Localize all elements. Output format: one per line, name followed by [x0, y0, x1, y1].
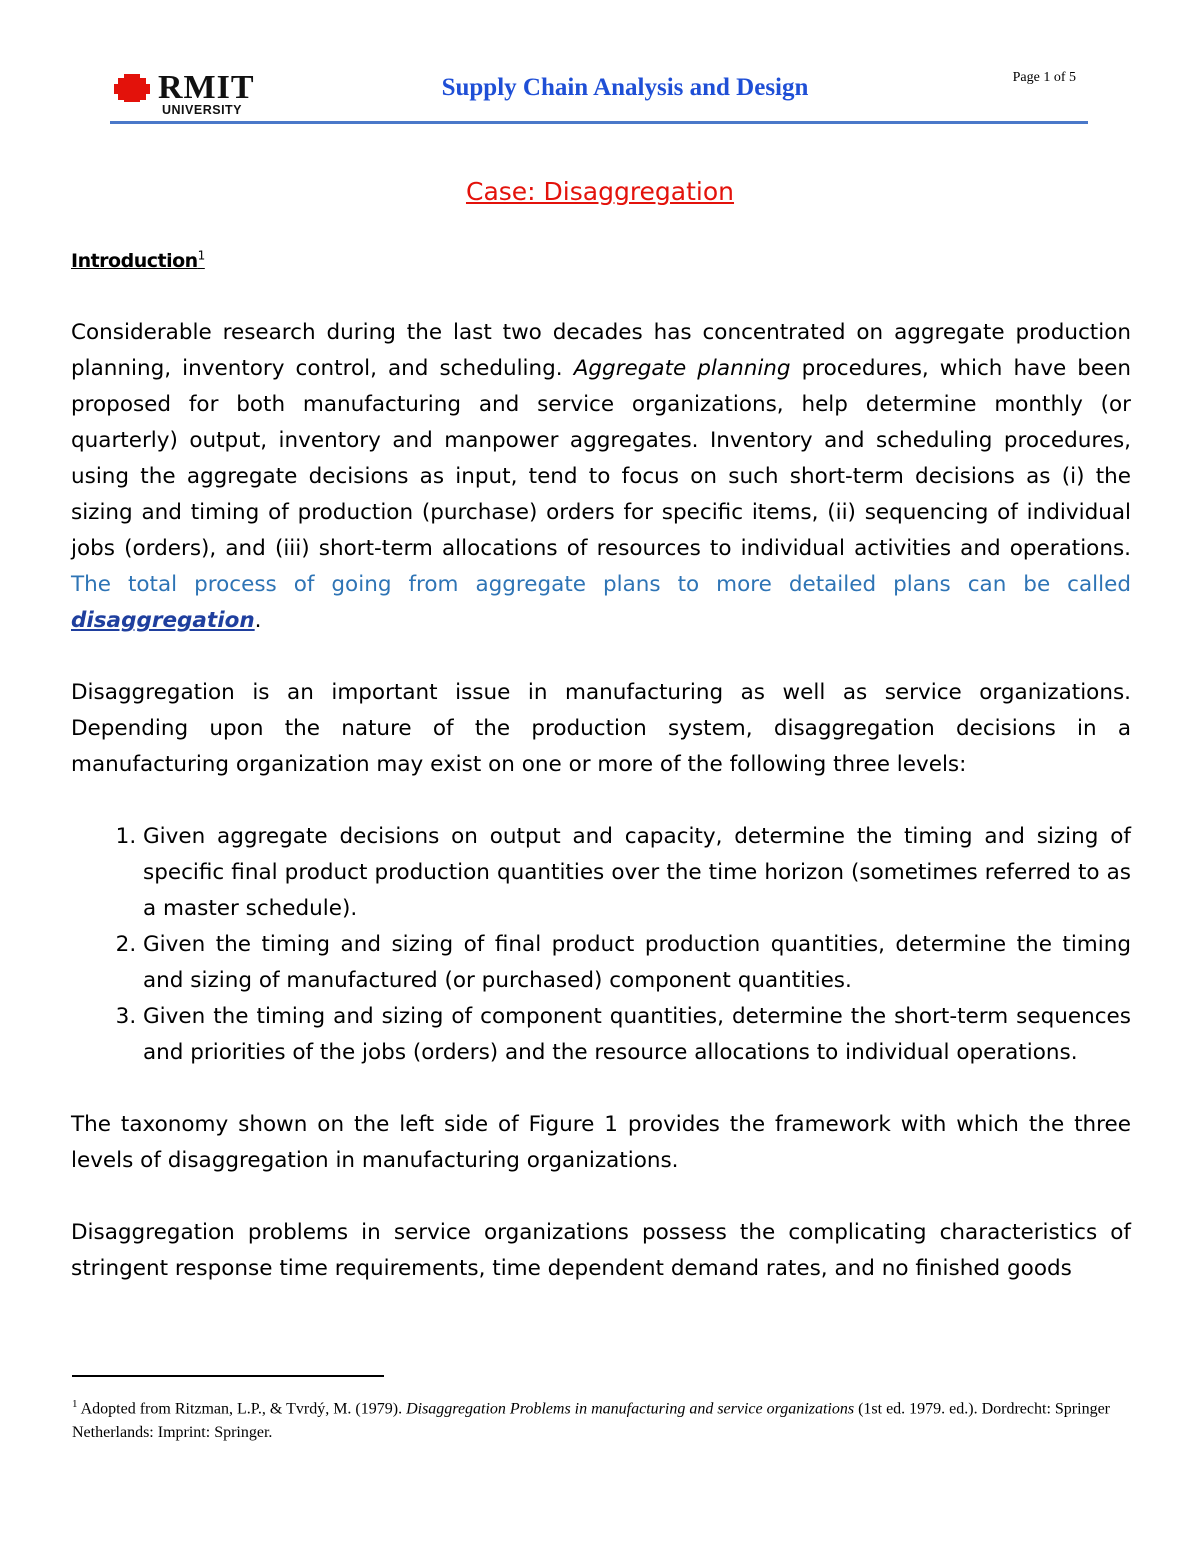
footnote-ref[interactable]: 1 [197, 249, 205, 263]
document-body [71, 238, 1131, 1287]
footnote: $^1$ Adopted from Ritzman, L.P., & Tvrdý, M. (1979). Disaggregation Problems in manufacturing and service organizations (1st ed. 1979. ed.). Dordrecht: Springer Netherlands: Imprint: Springer. [72, 1398, 1110, 1442]
section-heading-text: Introduction$^1$ [71, 249, 205, 273]
footnote-divider [72, 1375, 384, 1377]
list-item: 2. Given the timing and sizing of final product production quantities, determine the timing and sizing of manufactured (or purchased) component quantities. [143, 927, 1131, 999]
paragraph-service: Disaggregation problems in service organizations possess the complicating characteristics of stringent response time requirements, time dependent demand rates, and no finished goods [71, 1220, 1131, 1282]
document-title: Case: Disaggregation [465, 177, 735, 206]
paragraph-taxonomy: The taxonomy shown on the left side of Figure 1 provides the framework with which the three levels of disaggregation in manufacturing organizations. [71, 1112, 1131, 1174]
paragraph-intro: Considerable research during the last two decades has concentrated on aggregate production planning, inventory control, and scheduling. Aggregate planning procedures, which have been proposed for both manufacturing and service organizations, help determine monthly (or quarterly) output, inventory and manpower aggregates. Inventory and scheduling procedures, using the aggregate decisions as input, tend to focus on such short-term decisions as (i) the sizing and timing of production (purchase) orders for specific items, (ii) sequencing of individual jobs (orders), and (iii) short-term allocations of resources to individual activities and operations. The total process of going from aggregate plans to more detailed plans can be called disaggregation. [71, 320, 1131, 634]
course-title: Supply Chain Analysis and Design [441, 74, 809, 101]
list-item: 1. Given aggregate decisions on output and capacity, determine the timing and sizing of specific final product production quantities over the time horizon (sometimes referred to as a master schedule). [143, 819, 1131, 927]
list-item: 3. Given the timing and sizing of component quantities, determine the short-term sequences and priorities of the jobs (orders) and the resource allocations to individual operations. [143, 999, 1131, 1071]
term-disaggregation: disaggregation [71, 608, 255, 634]
paragraph-levels-intro: Disaggregation is an important issue in manufacturing as well as service organizations. Depending upon the nature of the production system, disaggregation decisions in a manufacturing organization may exist on one or more of the following three levels: [71, 680, 1131, 778]
header-divider [110, 121, 1088, 124]
section-heading [71, 238, 1131, 279]
page-header [0, 0, 1200, 130]
page-number: Page 1 of 5 [1012, 70, 1076, 85]
highlight-definition: The total process of going from aggregate plans to more detailed plans can be called disaggregation [71, 572, 1131, 634]
logo-wordmark: RMIT [158, 69, 255, 106]
logo-subtitle: UNIVERSITY [162, 103, 243, 117]
levels-list [71, 819, 1131, 1071]
